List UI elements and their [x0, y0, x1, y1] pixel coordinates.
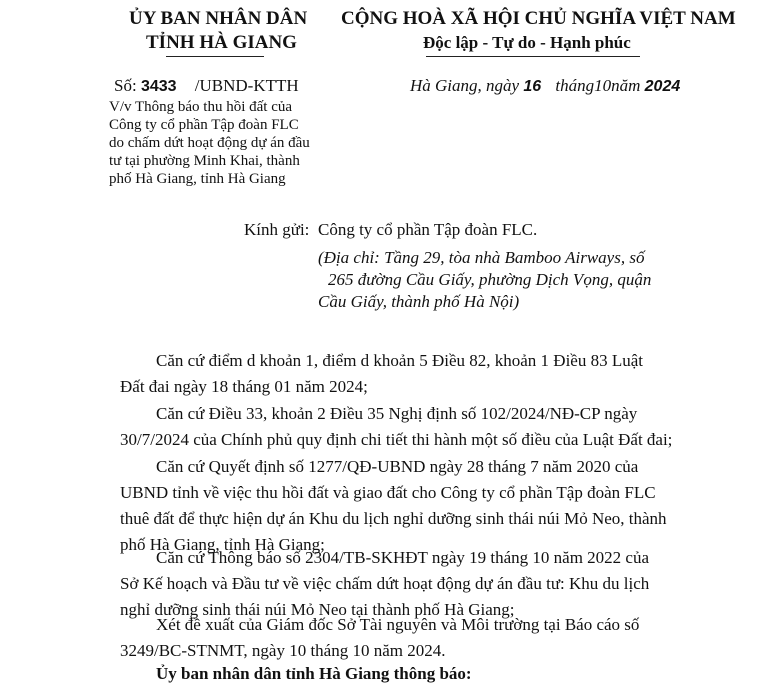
- paragraph-line: Đất đai ngày 18 tháng 01 năm 2024;: [120, 377, 368, 396]
- doc-number-value: 3433: [140, 78, 177, 95]
- legal-basis-paragraph: [120, 401, 710, 453]
- issuer-name: ỦY BAN NHÂN DÂN: [129, 8, 308, 29]
- paragraph-first-line: Căn cứ Quyết định số 1277/QĐ-UBND ngày 28 tháng 7 năm 2020 của: [156, 457, 639, 476]
- paragraph-line: 30/7/2024 của Chính phủ quy định chi tiết thi hành một số điều của Luật Đất đai;: [120, 430, 673, 449]
- national-motto: Độc lập - Tự do - Hạnh phúc: [423, 33, 631, 52]
- proposal-paragraph: [120, 612, 710, 664]
- legal-basis-paragraph: [120, 348, 710, 400]
- subject-line: tư tại phường Minh Khai, thành: [109, 153, 300, 169]
- date-month: 10: [594, 76, 612, 95]
- subject-line: do chấm dứt hoạt động dự án đầu: [109, 135, 310, 151]
- paragraph-line: Sở Kế hoạch và Đầu tư về việc chấm dứt hoạt động dự án đầu tư: Khu du lịch: [120, 574, 650, 593]
- motto-underline: [426, 56, 640, 57]
- issuer-province: TỈNH HÀ GIANG: [146, 32, 297, 53]
- announcement-heading: Ủy ban nhân dân tỉnh Hà Giang thông báo:: [156, 664, 472, 683]
- paragraph-first-line: Xét đề xuất của Giám đốc Sở Tài nguyên và Môi trường tại Báo cáo số: [156, 615, 640, 634]
- recipient-name: Công ty cổ phần Tập đoàn FLC.: [318, 220, 538, 239]
- recipient-address-line: (Địa chỉ: Tầng 29, tòa nhà Bamboo Airways, số: [318, 248, 645, 267]
- paragraph-first-line: Căn cứ Thông báo số 2304/TB-SKHĐT ngày 19 tháng 10 năm 2022 của: [156, 548, 650, 567]
- issuer-underline: [166, 56, 264, 57]
- paragraph-first-line: Căn cứ điểm d khoản 1, điểm d khoản 5 Điều 82, khoản 1 Điều 83 Luật: [156, 351, 644, 370]
- date-prefix: Hà Giang, ngày: [410, 76, 520, 95]
- paragraph-line: UBND tỉnh về việc thu hồi đất và giao đất cho Công ty cổ phần Tập đoàn FLC: [120, 483, 656, 502]
- doc-number: [114, 76, 299, 96]
- paragraph-line: thuê đất để thực hiện dự án Khu du lịch nghỉ dưỡng sinh thái núi Mỏ Neo, thành: [120, 509, 667, 528]
- subject-line: phố Hà Giang, tỉnh Hà Giang: [109, 171, 286, 187]
- date-day: 16: [523, 78, 542, 95]
- paragraph-line: phố Hà Giang, tỉnh Hà Giang;: [120, 535, 325, 554]
- paragraph-line: nghỉ dưỡng sinh thái núi Mỏ Neo tại thành phố Hà Giang;: [120, 600, 515, 619]
- date-year-label: năm: [611, 76, 641, 95]
- subject-block: [109, 98, 310, 188]
- legal-basis-paragraph: [120, 454, 710, 558]
- paragraph-line: 3249/BC-STNMT, ngày 10 tháng 10 năm 2024.: [120, 641, 446, 660]
- subject-line: V/v Thông báo thu hồi đất của: [109, 99, 293, 115]
- date-year: 2024: [644, 78, 681, 95]
- doc-number-suffix: /UBND-KTTH: [194, 76, 299, 95]
- date-month-label: tháng: [555, 76, 595, 95]
- doc-number-prefix: Số:: [114, 76, 137, 95]
- subject-line: Công ty cổ phần Tập đoàn FLC: [109, 117, 299, 133]
- paragraph-first-line: Căn cứ Điều 33, khoản 2 Điều 35 Nghị định số 102/2024/NĐ-CP ngày: [156, 404, 638, 423]
- recipient-address-line: 265 đường Cầu Giấy, phường Dịch Vọng, quận: [328, 270, 652, 289]
- recipient-address-line: Cầu Giấy, thành phố Hà Nội): [318, 292, 520, 311]
- recipient-label: Kính gửi:: [244, 220, 310, 239]
- national-title: CỘNG HOÀ XÃ HỘI CHỦ NGHĨA VIỆT NAM: [341, 8, 736, 29]
- date-line: [410, 76, 680, 96]
